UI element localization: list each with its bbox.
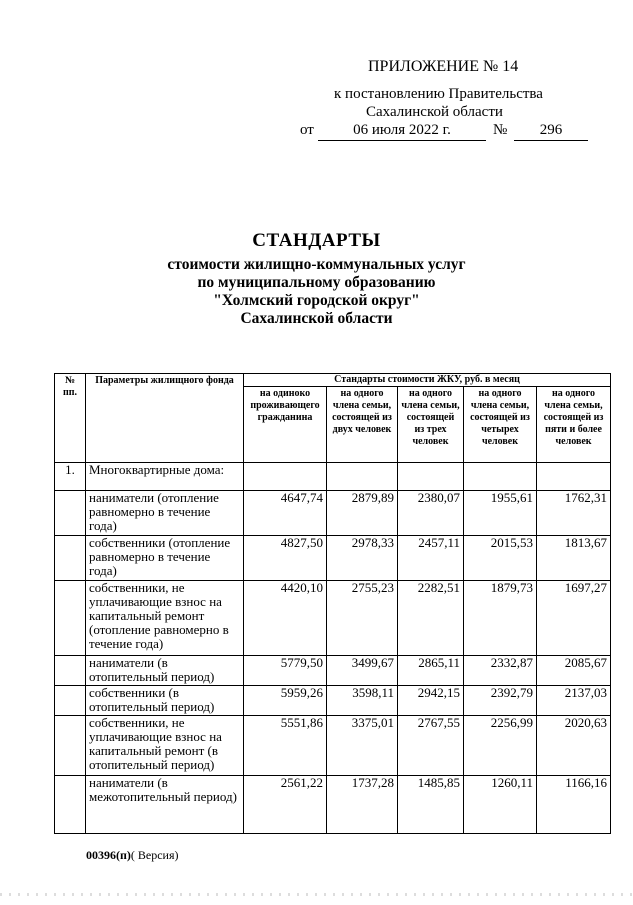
table-row — [55, 581, 611, 656]
section-num: 1. — [55, 463, 86, 491]
value-cell: 2865,11 — [398, 656, 464, 686]
value-cell: 4647,74 — [244, 491, 327, 536]
document-code: 00396(п) — [86, 848, 131, 862]
header-group: Стандарты стоимости ЖКУ, руб. в месяц — [244, 374, 611, 387]
table-row — [55, 536, 611, 581]
value-cell: 1697,27 — [537, 581, 611, 656]
row-label: собственники (в отопительный период) — [86, 686, 244, 716]
value-cell: 5779,50 — [244, 656, 327, 686]
subtitle-line-3: "Холмский городской округ" — [213, 292, 420, 309]
document-footer — [86, 848, 179, 863]
row-label: наниматели (отопление равномерно в течение года) — [86, 491, 244, 536]
value-cell: 2015,53 — [464, 536, 537, 581]
value-cell: 3499,67 — [327, 656, 398, 686]
value-cell: 2755,23 — [327, 581, 398, 656]
row-label: собственники (отопление равномерно в течение года) — [86, 536, 244, 581]
subtitle-line-2: по муниципальному образованию — [197, 274, 436, 291]
row-label: собственники, не уплачивающие взнос на капитальный ремонт (в отопительный период) — [86, 716, 244, 776]
header-col-four: на одного члена семьи, состоящей из четырех человек — [464, 387, 537, 463]
header-num: № пп. — [55, 374, 86, 463]
row-label: наниматели (в межотопительный период) — [86, 776, 244, 834]
from-label: от — [300, 122, 314, 138]
header-col-two: на одного члена семьи, состоящей из двух человек — [327, 387, 398, 463]
table-row — [55, 491, 611, 536]
value-cell: 2380,07 — [398, 491, 464, 536]
decree-date: 06 июля 2022 г. — [318, 122, 486, 141]
header-params: Параметры жилищного фонда — [86, 374, 244, 463]
subtitle-line-4: Сахалинской области — [240, 310, 393, 327]
value-cell: 2767,55 — [398, 716, 464, 776]
value-cell: 1485,85 — [398, 776, 464, 834]
value-cell: 2332,87 — [464, 656, 537, 686]
value-cell: 2561,22 — [244, 776, 327, 834]
appendix-title: ПРИЛОЖЕНИЕ № 14 — [368, 58, 519, 75]
value-cell: 2020,63 — [537, 716, 611, 776]
header-col-five: на одного члена семьи, состоящей из пяти и более человек — [537, 387, 611, 463]
value-cell: 2085,67 — [537, 656, 611, 686]
value-cell: 2256,99 — [464, 716, 537, 776]
table-row — [55, 716, 611, 776]
appendix-line-2: Сахалинской области — [366, 104, 503, 120]
value-cell: 3375,01 — [327, 716, 398, 776]
number-label: № — [493, 122, 508, 138]
value-cell: 1260,11 — [464, 776, 537, 834]
value-cell: 1737,28 — [327, 776, 398, 834]
table-row — [55, 776, 611, 834]
section-row — [55, 463, 611, 491]
value-cell: 2392,79 — [464, 686, 537, 716]
appendix-line-1: к постановлению Правительства — [334, 86, 543, 102]
value-cell: 3598,11 — [327, 686, 398, 716]
value-cell: 1955,61 — [464, 491, 537, 536]
value-cell: 2978,33 — [327, 536, 398, 581]
value-cell: 2282,51 — [398, 581, 464, 656]
value-cell: 1166,16 — [537, 776, 611, 834]
standards-table — [54, 373, 611, 834]
row-label: собственники, не уплачивающие взнос на капитальный ремонт (отопление равномерно в течение года) — [86, 581, 244, 656]
scan-artifact-line — [0, 893, 633, 896]
value-cell: 2879,89 — [327, 491, 398, 536]
table-row — [55, 686, 611, 716]
table-row — [55, 656, 611, 686]
row-label: наниматели (в отопительный период) — [86, 656, 244, 686]
value-cell: 2137,03 — [537, 686, 611, 716]
value-cell: 1813,67 — [537, 536, 611, 581]
value-cell: 5959,26 — [244, 686, 327, 716]
value-cell: 2457,11 — [398, 536, 464, 581]
value-cell: 1879,73 — [464, 581, 537, 656]
value-cell: 2942,15 — [398, 686, 464, 716]
value-cell: 5551,86 — [244, 716, 327, 776]
document-title: СТАНДАРТЫ — [252, 230, 381, 251]
value-cell: 1762,31 — [537, 491, 611, 536]
value-cell: 4827,50 — [244, 536, 327, 581]
document-version: ( Версия) — [130, 848, 179, 862]
header-col-single: на одиноко проживающего гражданина — [244, 387, 327, 463]
subtitle-line-1: стоимости жилищно-коммунальных услуг — [167, 256, 466, 273]
section-label: Многоквартирные дома: — [86, 463, 244, 491]
decree-number: 296 — [514, 122, 588, 141]
value-cell: 4420,10 — [244, 581, 327, 656]
header-col-three: на одного члена семьи, состоящей из трех человек — [398, 387, 464, 463]
